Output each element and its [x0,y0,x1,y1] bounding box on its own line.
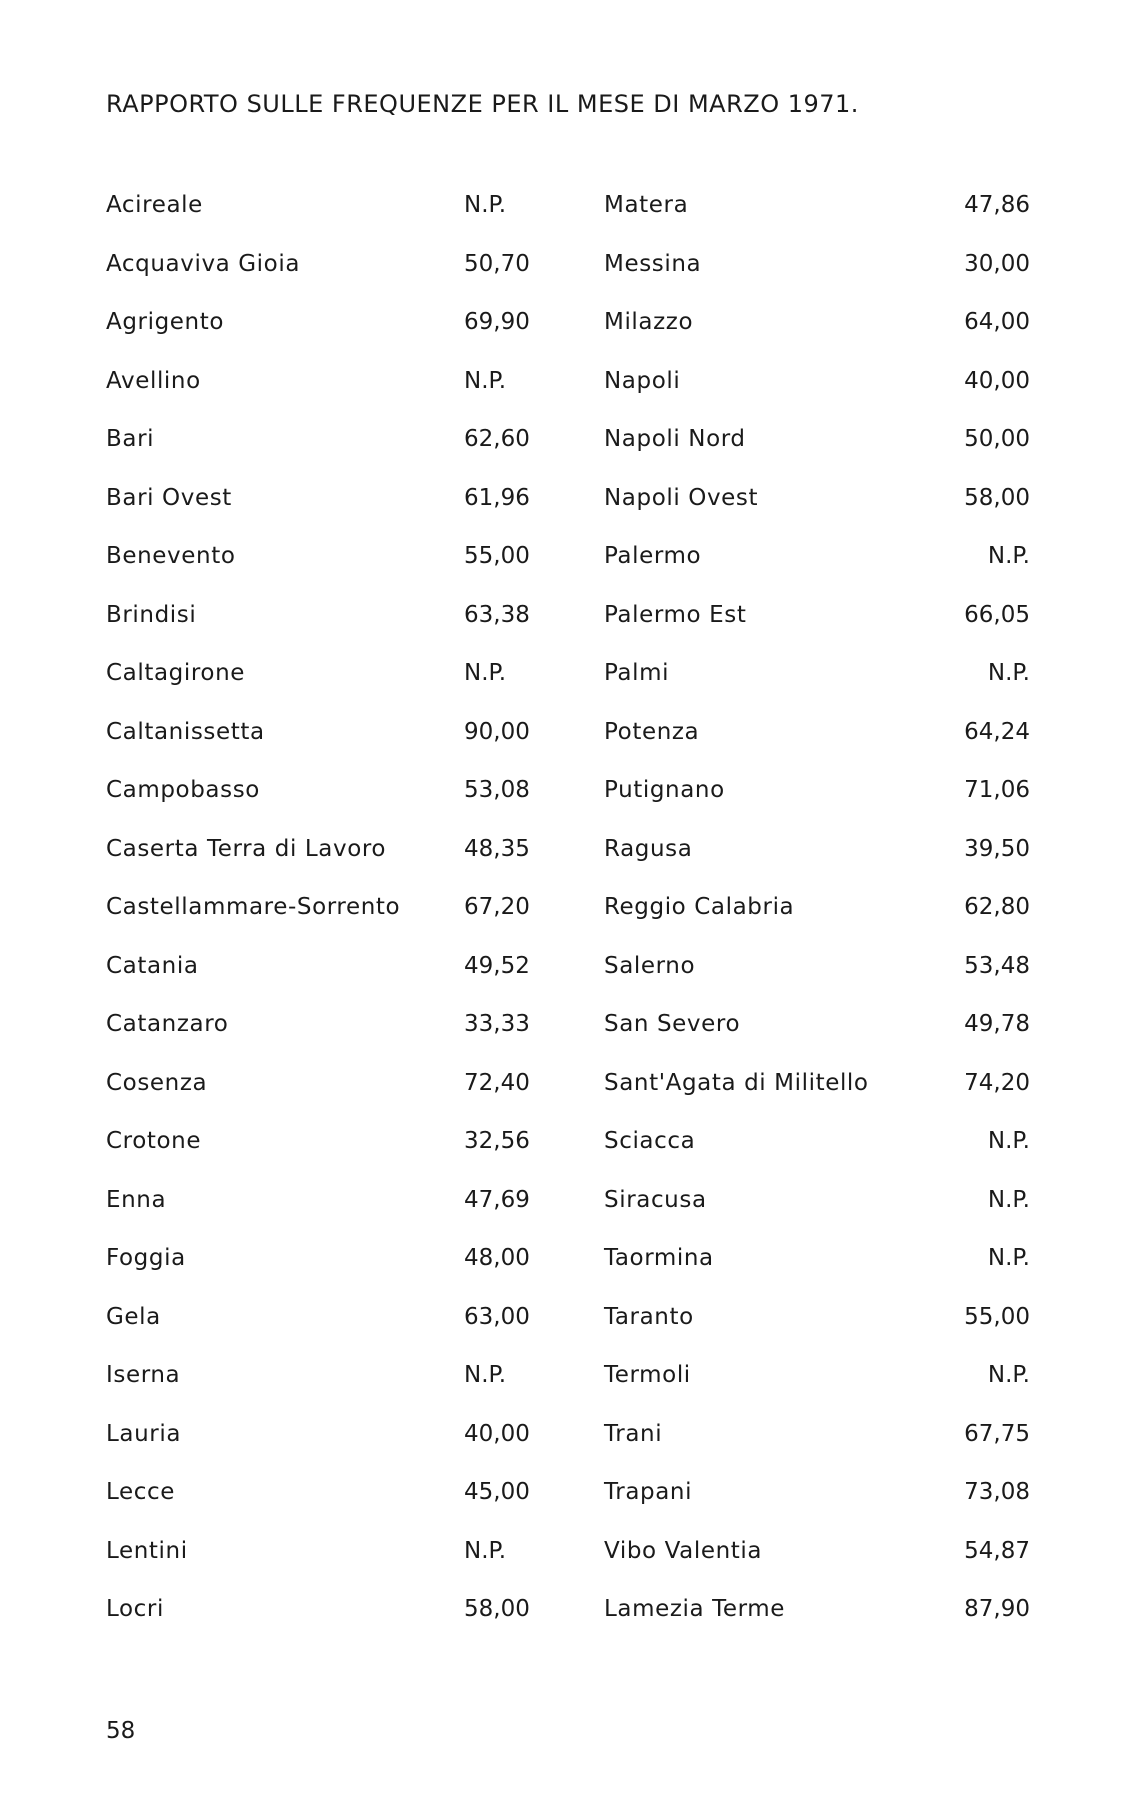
frequency-value: 69,90 [464,309,530,335]
frequency-value: 53,48 [964,952,1030,979]
table-row [604,190,1034,249]
city-name: Palmi [604,660,670,686]
frequency-value: 48,00 [464,1245,530,1271]
city-name: Caltanissetta [106,718,265,745]
table-row [604,834,1034,893]
frequency-value: 73,08 [964,1479,1030,1505]
frequency-value: 54,87 [964,1537,1030,1564]
table-row [106,775,536,834]
city-name: Benevento [106,543,236,569]
city-name: Trani [604,1420,663,1447]
frequency-value: 50,00 [964,426,1030,452]
frequency-value: 61,96 [464,484,530,511]
frequency-value: N.P. [987,1128,1030,1154]
table-row [604,483,1034,542]
city-name: Napoli [604,367,681,394]
table-row [604,1419,1034,1478]
frequency-value: N.P. [464,660,507,686]
table-row [106,1360,536,1419]
city-name: Agrigento [106,309,224,335]
city-name: Sant'Agata di Militello [604,1069,869,1096]
city-name: Lentini [106,1537,188,1564]
table-row [106,1126,536,1185]
frequency-value: 32,56 [464,1128,530,1154]
frequency-value: 64,00 [964,309,1030,335]
frequency-value: 49,78 [964,1011,1030,1037]
frequency-value: 55,00 [964,1303,1030,1330]
table-row [106,1419,536,1478]
frequency-value: N.P. [464,1537,507,1564]
city-name: Taranto [604,1303,694,1330]
city-name: Bari [106,426,155,452]
city-name: Palermo [604,543,702,569]
city-name: Acireale [106,192,203,218]
city-name: Locri [106,1596,164,1622]
city-name: Catanzaro [106,1011,229,1037]
table-row [106,717,536,776]
city-name: Salerno [604,952,696,979]
table-row [106,1594,536,1653]
table-row [604,1009,1034,1068]
left-column [106,190,536,1653]
table-row [604,1068,1034,1127]
city-name: Messina [604,250,702,277]
city-name: Trapani [604,1479,693,1505]
table-row [106,1185,536,1244]
table-row [604,1477,1034,1536]
frequency-value: 48,35 [464,835,530,862]
city-name: Sciacca [604,1128,696,1154]
table-row [106,541,536,600]
city-name: Napoli Ovest [604,484,759,511]
table-row [106,1009,536,1068]
city-name: Gela [106,1303,161,1330]
city-name: Taormina [604,1245,714,1271]
table-row [604,717,1034,776]
city-name: Crotone [106,1128,202,1154]
table-row [106,190,536,249]
frequency-value: 50,70 [464,250,530,277]
table-row [604,249,1034,308]
frequency-value: 67,20 [464,894,530,920]
table-row [604,1243,1034,1302]
city-name: Ragusa [604,835,693,862]
city-name: Matera [604,192,689,218]
frequency-value: N.P. [987,543,1030,569]
frequency-value: 62,80 [964,894,1030,920]
city-name: Siracusa [604,1186,707,1213]
city-name: Vibo Valentia [604,1537,763,1564]
frequency-value: 47,86 [964,192,1030,218]
frequency-value: N.P. [987,1186,1030,1213]
frequency-value: 53,08 [464,777,530,803]
table-row [604,424,1034,483]
city-name: Catania [106,952,199,979]
city-name: Foggia [106,1245,186,1271]
frequency-value: N.P. [464,1362,507,1388]
city-name: Avellino [106,367,201,394]
table-row [604,1126,1034,1185]
frequency-value: 58,00 [464,1596,530,1622]
city-name: Napoli Nord [604,426,746,452]
frequency-value: 40,00 [464,1420,530,1447]
city-name: Reggio Calabria [604,894,795,920]
table-row [106,951,536,1010]
table-row [106,249,536,308]
frequency-value: 63,38 [464,601,530,628]
frequency-value: N.P. [987,1362,1030,1388]
page-title: RAPPORTO SULLE FREQUENZE PER IL MESE DI MARZO 1971. [106,90,859,118]
frequency-value: N.P. [464,192,507,218]
frequency-value: 58,00 [964,484,1030,511]
frequency-value: 72,40 [464,1069,530,1096]
frequency-value: N.P. [464,367,507,394]
city-name: Cosenza [106,1069,208,1096]
city-name: Palermo Est [604,601,747,628]
city-name: Lecce [106,1479,176,1505]
city-name: Acquaviva Gioia [106,250,301,277]
table-row [106,1536,536,1595]
table-row [604,307,1034,366]
page-number: 58 [106,1718,136,1744]
table-row [106,424,536,483]
table-row [604,1536,1034,1595]
frequency-value: 74,20 [964,1069,1030,1096]
table-row [106,1243,536,1302]
table-row [106,366,536,425]
city-name: Castellammare-Sorrento [106,894,401,920]
table-row [604,951,1034,1010]
frequency-value: 47,69 [464,1186,530,1213]
frequency-value: 45,00 [464,1479,530,1505]
table-row [604,1185,1034,1244]
table-row [604,658,1034,717]
city-name: Campobasso [106,777,260,803]
table-row [604,366,1034,425]
city-name: San Severo [604,1011,741,1037]
city-name: Caltagirone [106,660,245,686]
table-row [604,1302,1034,1361]
frequency-value: 55,00 [464,543,530,569]
frequency-value: 63,00 [464,1303,530,1330]
table-row [106,307,536,366]
frequency-value: 64,24 [964,718,1030,745]
frequency-value: 40,00 [964,367,1030,394]
table-row [604,600,1034,659]
city-name: Iserna [106,1362,181,1388]
city-name: Putignano [604,777,725,803]
table-row [106,1302,536,1361]
table-row [604,1594,1034,1653]
city-name: Bari Ovest [106,484,232,511]
frequency-value: 90,00 [464,718,530,745]
frequency-value: 67,75 [964,1420,1030,1447]
frequency-value: N.P. [987,1245,1030,1271]
city-name: Lamezia Terme [604,1596,786,1622]
frequency-value: N.P. [987,660,1030,686]
table-row [604,541,1034,600]
table-row [106,658,536,717]
city-name: Lauria [106,1420,182,1447]
table-row [604,1360,1034,1419]
frequency-value: 49,52 [464,952,530,979]
city-name: Enna [106,1186,167,1213]
frequency-value: 66,05 [964,601,1030,628]
right-column [604,190,1034,1653]
frequency-value: 30,00 [964,250,1030,277]
table-row [106,892,536,951]
frequency-value: 71,06 [964,777,1030,803]
table-row [604,775,1034,834]
table-row [106,1068,536,1127]
table-row [106,834,536,893]
city-name: Brindisi [106,601,197,628]
frequency-value: 62,60 [464,426,530,452]
frequency-value: 33,33 [464,1011,530,1037]
table-row [106,1477,536,1536]
frequency-value: 87,90 [964,1596,1030,1622]
city-name: Milazzo [604,309,694,335]
frequency-value: 39,50 [964,835,1030,862]
city-name: Potenza [604,718,700,745]
table-row [604,892,1034,951]
city-name: Caserta Terra di Lavoro [106,835,387,862]
city-name: Termoli [604,1362,691,1388]
table-row [106,483,536,542]
table-row [106,600,536,659]
